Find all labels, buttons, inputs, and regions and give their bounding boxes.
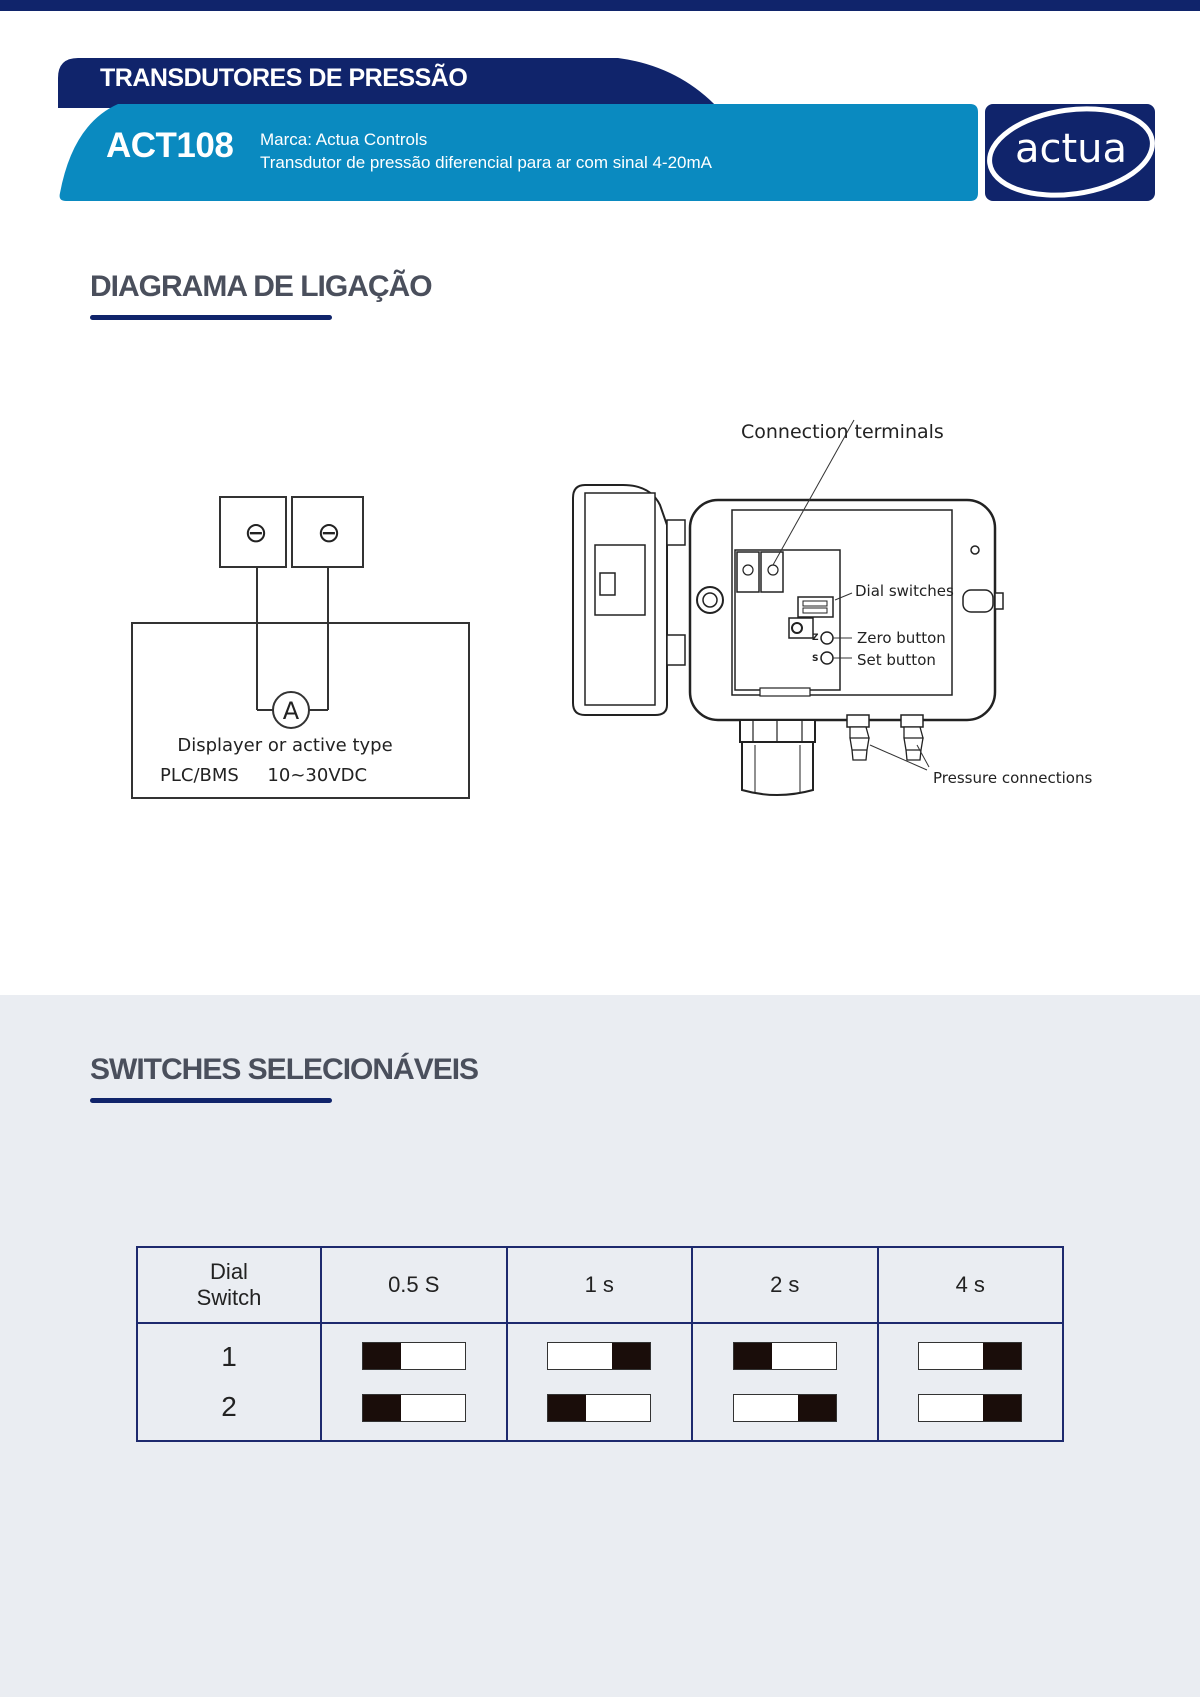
ammeter-label: A	[282, 697, 300, 725]
dial-switch-table	[136, 1246, 1064, 1442]
header-col-1: 1 s	[507, 1247, 693, 1323]
switch-numbers	[137, 1323, 321, 1441]
wiring-diagram	[120, 485, 480, 805]
dip-switch-knob	[734, 1343, 772, 1369]
wiring-section-title: DIAGRAMA DE LIGAÇÃO	[90, 270, 432, 303]
svg-text:⊖: ⊖	[244, 516, 268, 549]
device-diagram	[555, 415, 1115, 805]
dip-switch-knob	[363, 1395, 401, 1421]
switches-title-underline	[90, 1098, 332, 1103]
label-pressure-connections: Pressure connections	[933, 769, 1093, 787]
svg-text:S: S	[812, 654, 819, 664]
product-model: ACT108	[106, 126, 234, 165]
wiring-title-underline	[90, 315, 332, 320]
table-row	[137, 1323, 1063, 1441]
svg-text:Z: Z	[812, 633, 819, 643]
label-connection-terminals: Connection terminals	[741, 421, 944, 443]
dip-switch-1	[918, 1342, 1022, 1370]
wiring-label-supply: PLC/BMS 10~30VDC	[160, 765, 368, 786]
product-description: Transdutor de pressão diferencial para ar com sinal 4-20mA	[260, 153, 712, 172]
dip-switch-1	[362, 1342, 466, 1370]
header-category: TRANSDUTORES DE PRESSÃO	[100, 64, 468, 92]
svg-text:⊖: ⊖	[317, 516, 341, 549]
top-bar	[0, 0, 1200, 11]
dip-switch-knob	[612, 1343, 650, 1369]
header-col-2: 2 s	[692, 1247, 878, 1323]
table-header-row	[137, 1247, 1063, 1323]
dip-switch-1	[733, 1342, 837, 1370]
brand-line: Marca: Actua Controls	[260, 130, 428, 149]
label-zero-button: Zero button	[857, 629, 946, 647]
header-col-0: 0.5 S	[321, 1247, 507, 1323]
svg-text:actua: actua	[1014, 126, 1128, 172]
dip-switch-knob	[983, 1395, 1021, 1421]
dip-switch-1	[547, 1342, 651, 1370]
product-info	[260, 128, 712, 174]
dip-switch-knob	[363, 1343, 401, 1369]
dip-switch-knob	[798, 1395, 836, 1421]
label-set-button: Set button	[857, 651, 936, 669]
actua-logo	[985, 104, 1155, 201]
dip-switch-2	[362, 1394, 466, 1422]
dip-switch-2	[547, 1394, 651, 1422]
dip-switch-knob	[983, 1343, 1021, 1369]
dip-switch-knob	[548, 1395, 586, 1421]
dial-switch-block	[798, 597, 833, 617]
header-dial-switch: Dial Switch	[137, 1247, 321, 1323]
header-col-3: 4 s	[878, 1247, 1064, 1323]
dip-switch-2	[733, 1394, 837, 1422]
zero-button-icon	[821, 632, 833, 644]
switches-section-title: SWITCHES SELECIONÁVEIS	[90, 1053, 479, 1086]
set-button-icon	[821, 652, 833, 664]
switch-number-2: 2	[221, 1391, 237, 1422]
label-dial-switches: Dial switches	[855, 582, 954, 600]
dip-switch-2	[918, 1394, 1022, 1422]
switch-number-1: 1	[221, 1341, 237, 1372]
wiring-label-type: Displayer or active type	[177, 735, 393, 756]
